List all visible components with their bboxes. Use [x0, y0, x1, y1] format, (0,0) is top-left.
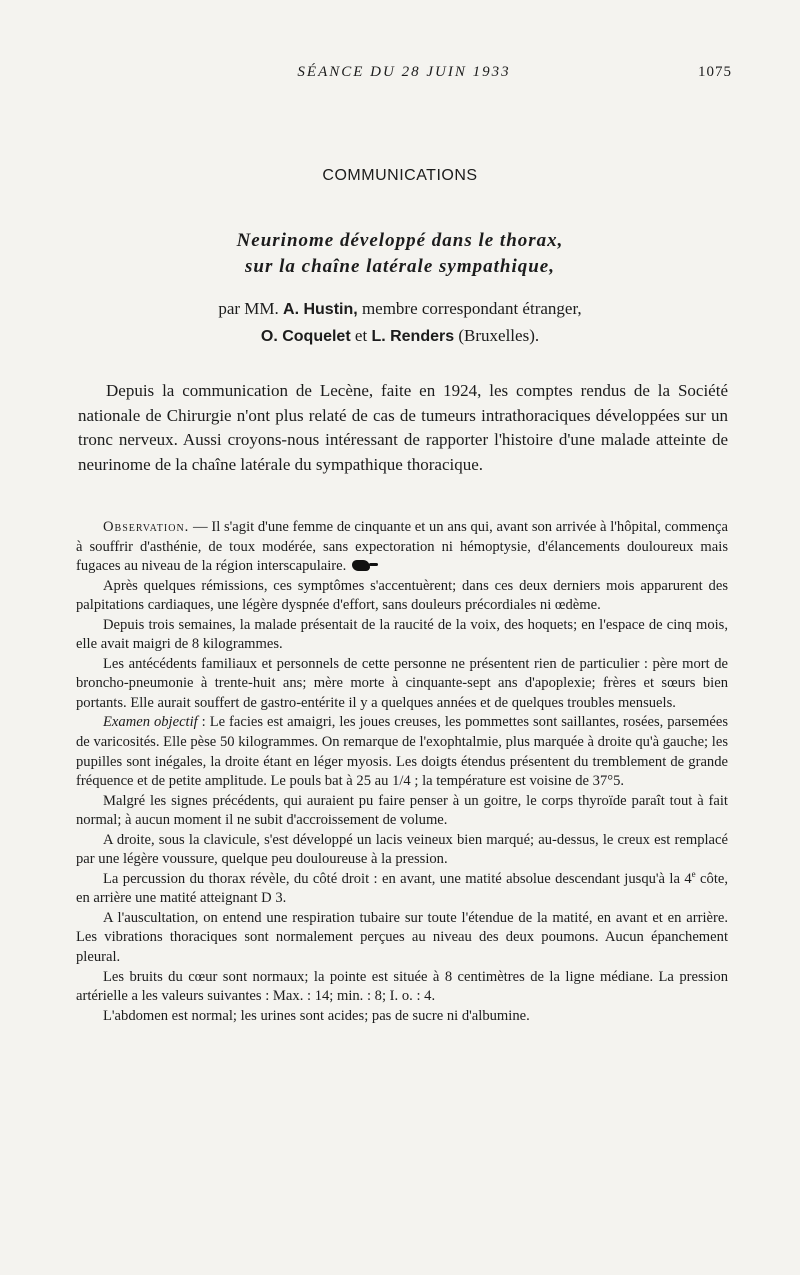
author-renders: L. Renders [371, 328, 455, 345]
byline-prefix: par MM. [218, 299, 279, 318]
author-role: membre correspondant étranger, [361, 299, 582, 318]
byline-line-1 [0, 296, 800, 323]
byline [0, 296, 800, 350]
article-title [0, 228, 800, 280]
running-head [76, 64, 732, 86]
observation-paragraph-2: Après quelques rémissions, ces symptômes s'accentuèrent; dans ces deux derniers mois apparurent des palpitations cardiaques, une légère dyspnée d'effort, sans douleurs précordiales ni œdème. [76, 577, 728, 614]
observation-paragraph-10: Les bruits du cœur sont normaux; la pointe est située à 8 centimètres de la ligne médiane. La pression artérielle a les valeurs suivantes : Max. : 14; min. : 8; I. o. : 4. [76, 968, 728, 1005]
observation-paragraph-8 [76, 870, 728, 909]
observation-section [76, 518, 728, 1026]
observation-paragraph-4: Les antécédents familiaux et personnels de cette personne ne présentent rien de particulier : père mort de broncho-pneumonie à trente-huit ans; mère morte à cinquante-sept ans d'apoplexie; frères et sœurs bien portants. Elle aurait souffert de gastro-entérite il y a quelques années et de quelques troubles mensuels. [76, 655, 728, 711]
author-coquelet: O. Coquelet [260, 328, 351, 345]
observation-paragraph-6: Malgré les signes précédents, qui auraient pu faire penser à un goitre, le corps thyroïde paraît tout à fait normal; à aucun moment il ne subit d'accroissement de volume. [76, 792, 728, 829]
intro-paragraph: Depuis la communication de Lecène, faite en 1924, les comptes rendus de la Société nationale de Chirurgie n'ont plus relaté de cas de tumeurs intrathoraciques développées sur un tronc nerveux. Aussi croyons-nous intéressant de rapporter l'histoire d'une malade atteinte de neurinome de la chaîne latérale du sympathique thoracique. [78, 381, 728, 474]
introduction [78, 379, 728, 477]
observation-text-1: — Il s'agit d'une femme de cinquante et un ans qui, avant son arrivée à l'hôpital, commença à souffrir d'asthénie, de toux modérée, sans expectoration ni hémoptysie, d'élancements douloureux mais fugaces au niveau de la région interscapulaire. [76, 519, 728, 575]
observation-label: Observation. [103, 519, 190, 535]
exam-label: Examen objectif [103, 714, 198, 731]
percussion-superscript: e [691, 868, 696, 879]
percussion-text-b: côte, en arrière une matité atteignant D 3. [76, 870, 728, 907]
percussion-text-a: La percussion du thorax révèle, du côté droit : en avant, une matité absolue descendant jusqu'à la 4 [103, 870, 692, 887]
observation-paragraph-11: L'abdomen est normal; les urines sont acides; pas de sucre ni d'albumine. [103, 1007, 530, 1024]
author-hustin: A. Hustin, [283, 301, 358, 318]
running-title: SÉANCE DU 28 JUIN 1933 [297, 64, 511, 80]
observation-paragraph-5 [76, 713, 728, 791]
byline-and: et [354, 326, 368, 345]
article-title-line-1: Neurinome développé dans le thorax, [236, 230, 564, 251]
ink-blot-icon [352, 560, 370, 571]
byline-location: (Bruxelles). [458, 326, 540, 345]
observation-paragraph-1 [76, 518, 728, 577]
observation-paragraph-3: Depuis trois semaines, la malade présentait de la raucité de la voix, des hoquets; en l'espace de cinq mois, elle avait maigri de 8 kilogrammes. [76, 616, 728, 653]
byline-line-2 [0, 323, 800, 350]
section-heading: COMMUNICATIONS [322, 167, 478, 184]
observation-paragraph-7: A droite, sous la clavicule, s'est développé un lacis veineux bien marqué; au-dessus, le creux est remplacé par une légère voussure, quelque peu douloureuse à la pression. [76, 831, 728, 868]
observation-text-5: : Le facies est amaigri, les joues creuses, les pommettes sont saillantes, rosées, parsemées de varicosités. Elle pèse 50 kilogrammes. On remarque de l'exophtalmie, plus marquée à droite qu'à gauche; les pupilles sont inégales, la droite étant en léger myosis. Les doigts étendus présentent du tremblement de grande fréquence et de petite amplitude. Le pouls bat à 25 au 1/4 ; la température est voisine de 37°5. [76, 714, 729, 790]
page-number: 1075 [698, 64, 732, 80]
observation-paragraph-9: A l'auscultation, on entend une respiration tubaire sur toute l'étendue de la matité, en avant et en arrière. Les vibrations thoraciques sont normalement perçues au niveau des deux poumons. Aucun épanchement pleural. [76, 909, 728, 966]
article-title-line-2: sur la chaîne latérale sympathique, [245, 256, 555, 277]
